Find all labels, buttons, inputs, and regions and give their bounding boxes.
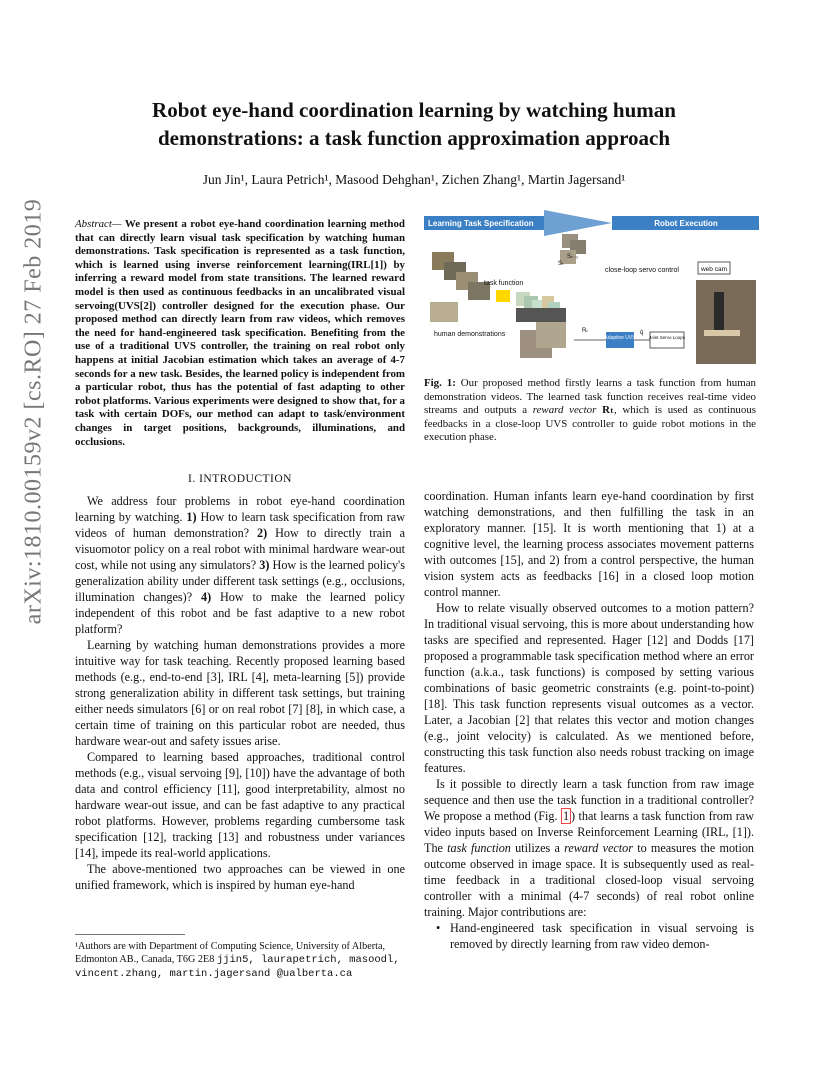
web-cam-label: web cam <box>700 266 728 273</box>
s-t1-label: Sₜ₋₁ <box>567 254 578 260</box>
abstract-lead: Abstract— <box>75 218 122 230</box>
paragraph: Is it possible to directly learn a task function from raw image sequence and then use the task function in a traditional controller? We propose a method (Fig. 1 ) that learns a task function from raw video inputs based on Inverse Reinforcement Learning (IRL, [1]). The task function utilizes a reward vector to measures the motion outcome observed in image space. It is subsequently used as real-time feedback in a traditional closed-loop visual servoing controller with a minimal (4-7 seconds) of real robot online training. Major contributions are: <box>424 777 755 919</box>
author-list: Jun Jin¹, Laura Petrich¹, Masood Dehghan¹, Zichen Zhang¹, Martin Jagersand¹ <box>202 172 626 187</box>
paragraph: Compared to learning based approaches, traditional control methods (e.g., visual servoing [9], [10]) have the advantage of both data and control efficiency [11], good interpretability, almost no hardware wear-out issue, and can be fast adaptive to any practical robot platforms. However, problems regarding cumbersome task specification [12], tracking [13] and robustness under variances [14], impede its real-world applications. <box>75 750 405 860</box>
paper-title <box>60 96 768 152</box>
list-item: • Hand-engineered task specification in visual servoing is removed by directly learning from raw video demon- <box>450 920 754 952</box>
demo-frame <box>430 302 458 322</box>
r-t-label: Rₜ <box>582 328 589 334</box>
robot-arm <box>714 292 724 332</box>
video-strip <box>516 308 566 322</box>
task-function-label: task function <box>484 280 524 287</box>
joint-servo-label: Joint Servo Loops <box>648 335 686 340</box>
footnote-rule <box>75 934 185 935</box>
figure-1-diagram <box>424 210 759 368</box>
learning-spec-label: Learning Task Specification <box>428 219 534 228</box>
arrow-icon <box>544 210 612 236</box>
adaptive-uvs-label: Adaptive UVS <box>604 335 636 341</box>
title-line-1: Robot eye-hand coordination learning by watching human <box>152 98 676 122</box>
paragraph: We address four problems in robot eye-hand coordination learning by watching. 1) How to learn task specification from raw videos of human demonstration? 2) How to directly train a visuomotor policy on a real robot with minimal hardware wear-out cost, while not using any simulators? 3) How is the learned policy's generalization ability under different task settings (e.g., occlusions, illumination changes)? 4) How to make the learned policy independent of this robot and be fast adaptive to a new robot platform? <box>75 494 405 636</box>
title-line-2: demonstrations: a task function approximation approach <box>157 126 671 150</box>
footnote-emails: jjin5, laurapetrich, masoodl, vincent.zhang, martin.jagersand @ualberta.ca <box>75 954 400 980</box>
robot-table <box>704 330 740 336</box>
close-loop-label: close-loop servo control <box>605 267 679 274</box>
contribution-list <box>424 920 754 952</box>
task-function-block <box>496 290 510 302</box>
abstract-text: We present a robot eye-hand coordination learning method that can directly learn visual task specification by watching human demonstrations. Task specification is represented as a task function, which is learned using inverse reinforcement learning(IRL[1]) by inferring a reward model from state transitions. The learned reward model is then used as continuous feedbacks in an uncalibrated visual servoing(UVS[2]) controller designed for the execution phase. Our proposed method can directly learn from raw videos, which removes the need for hand-engineered task specification. Benefiting from the use of a traditional UVS controller, the training on real robot only happens at initial Jacobian estimation which takes an average of 4-7 seconds for a new task. Besides, the learned policy is independent from a particular robot, thus has the potential of fast adapting to other robot platforms. Various experiments were designed to show that, for a task with certain DOFs, our method can adapt to task/environment changes in target positions, backgrounds, illuminations, and occlusions. <box>75 218 405 448</box>
robot-exec-label: Robot Execution <box>654 219 718 228</box>
footnote: ¹Authors are with Department of Computing Science, University of Alberta, Edmonton AB., Canada, T6G 2E8 jjin5, laurapetrich, masoodl, vincent.zhang, martin.jagersand @ualberta.ca <box>75 941 400 980</box>
left-column-body <box>75 493 405 893</box>
paragraph: Learning by watching human demonstrations provides a more intuitive way for task teaching. Recently proposed learning based methods (e.g., end-to-end [3], IRL [4], meta-learning [5]) provide strong generalization ability in different task settings, but training either needs simulators [6] or on real robot [7] [8], in which case, a certain time of training on this particular robot are needed, thus hardware wear-out and safety issues arise. <box>75 638 405 748</box>
s-t-label: Sₜ <box>558 261 564 267</box>
q-dot-label: q̇ <box>640 330 644 336</box>
section-heading: I. INTRODUCTION <box>188 473 292 485</box>
figure-reference-link[interactable]: 1 <box>562 809 570 823</box>
human-demos-label: human demonstrations <box>434 331 506 338</box>
camera-frame <box>536 322 566 348</box>
arxiv-identifier: arXiv:1810.00159v2 [cs.RO] 27 Feb 2019 <box>20 198 47 625</box>
paragraph: The above-mentioned two approaches can be viewed in one unified framework, which is inspired by human eye-hand <box>75 862 405 892</box>
figure-1 <box>424 210 759 368</box>
paragraph: How to relate visually observed outcomes to a motion pattern? In traditional visual servoing, this is more about understanding how tasks are specified and represented. Hager [12] and Dodds [17] proposed a programmable task specification method where an error function (a.k.a., task functions) is composed by setting various combinations of basic geometric constraints (e.g. point-to-point) [18]. This task function represents visual outcomes as a vector. Later, a Jacobian [2] that relates this vector and motion changes (e.g., joint velocity) is calculated. As we mentioned before, constructing this task function also needs robust tracking on image features. <box>424 601 754 775</box>
right-column-body <box>424 488 754 952</box>
paragraph: coordination. Human infants learn eye-hand coordination by first watching demonstrations, and then fulfilling the task in an exploratory manner. [15]. It is worth mentioning that 1) at a cognitive level, the learning process associates movement patterns with outcomes [15], and 2) from a control perspective, the human vision system acts as feedbacks [16] in a closed loop motion control manner. <box>424 489 754 599</box>
figure-caption: Fig. 1: Our proposed method firstly learns a task function from human demonstration videos. The learned task function receives real-time video streams and outputs a reward vector Rₜ, which is used as continuous feedbacks in a close-loop UVS controller to guide robot motions in the execution phase. <box>424 377 757 444</box>
abstract <box>75 218 405 449</box>
robot-photo <box>696 280 756 364</box>
